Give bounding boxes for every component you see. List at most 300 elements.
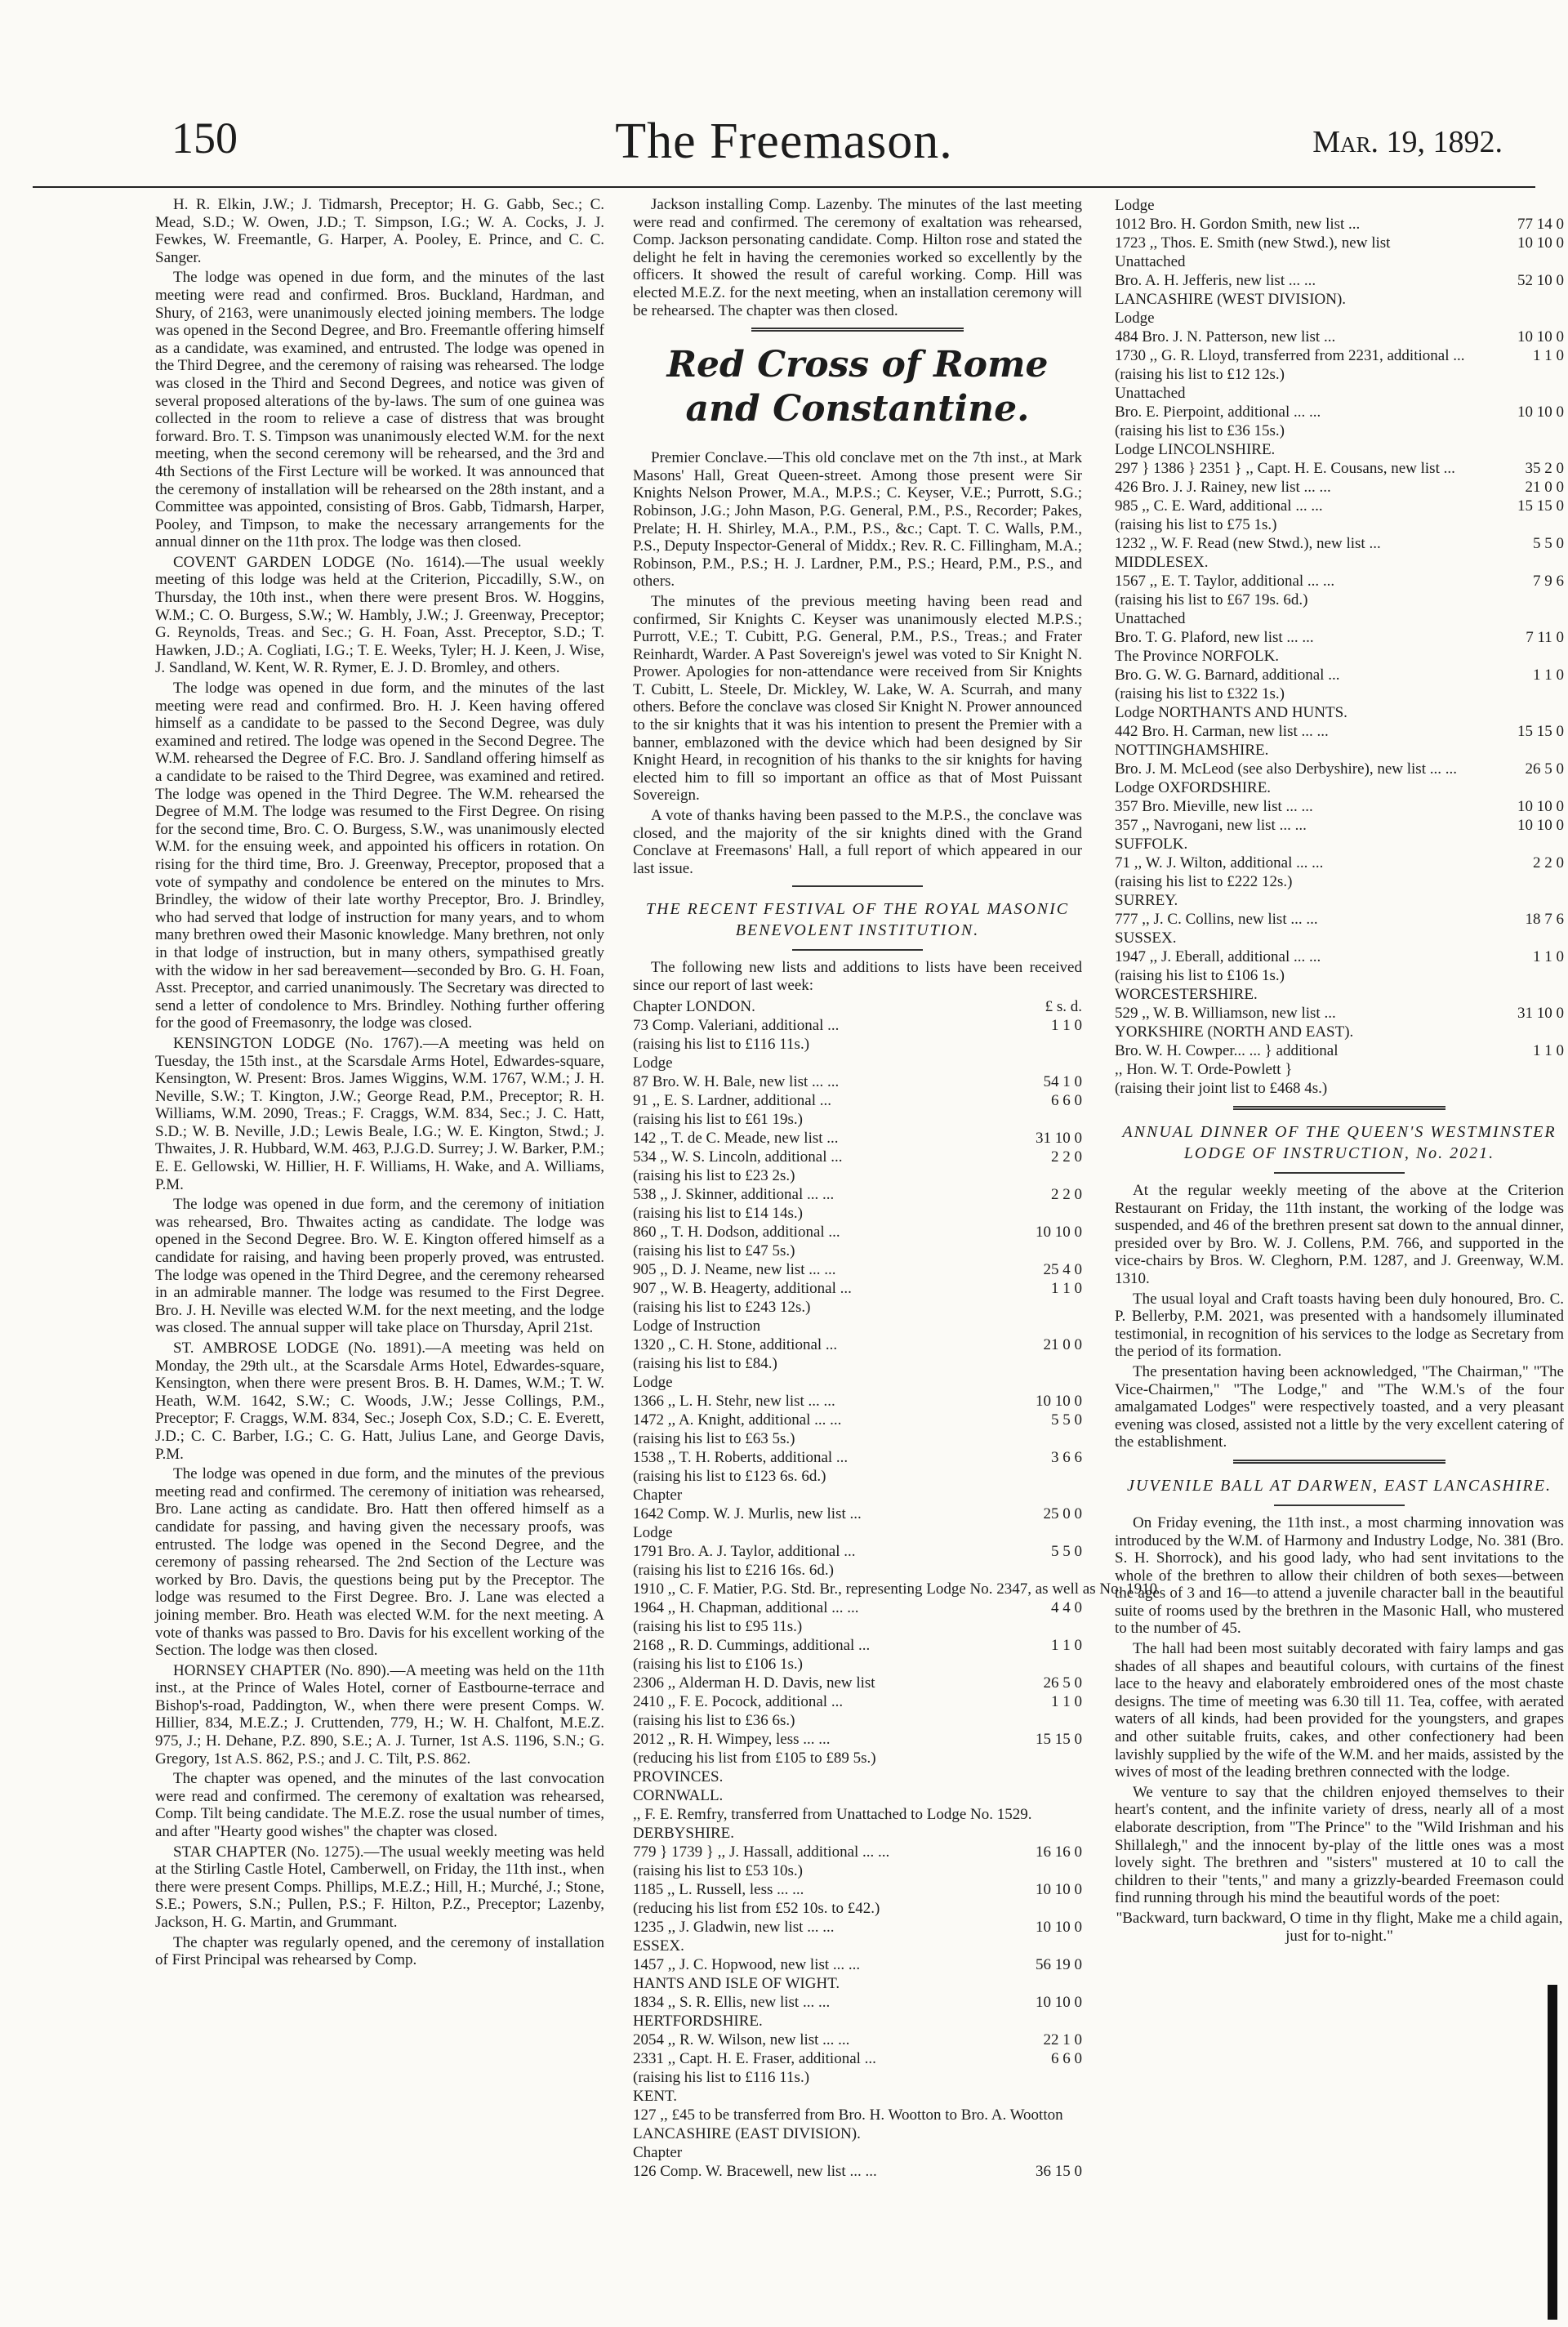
list-entry-amount: 21 0 0 (1043, 1335, 1082, 1353)
list-entry (633, 1861, 1082, 1880)
list-entry-text: KENT. (633, 2087, 677, 2105)
list-entry (1115, 309, 1564, 328)
list-entry-amount: 25 4 0 (1043, 1260, 1082, 1278)
list-entry-amount: 31 10 0 (1036, 1129, 1082, 1147)
list-entry (1115, 1041, 1564, 1060)
list-entry-amount: 7 9 6 (1533, 573, 1564, 590)
list-entry-text: (raising his list to £47 5s.) (633, 1242, 795, 1259)
list-entry-text: Bro. G. W. G. Barnard, additional ... (1115, 666, 1340, 684)
list-entry-text: YORKSHIRE (NORTH AND EAST). (1115, 1023, 1354, 1041)
list-entry (1115, 778, 1564, 797)
list-entry (1115, 816, 1564, 835)
list-entry (633, 1317, 1082, 1335)
list-entry (1115, 515, 1564, 534)
list-entry (633, 1185, 1082, 1204)
list-entry (1115, 910, 1564, 929)
list-entry-text: 426 Bro. J. J. Rainey, new list ... ... (1115, 479, 1331, 496)
list-entry-text: Chapter LONDON. (633, 997, 755, 1015)
list-entry-text: Bro. J. M. McLeod (see also Derbyshire), new list ... ... (1115, 760, 1457, 778)
list-entry-amount: 1 1 0 (1051, 1279, 1082, 1297)
list-entry (633, 1072, 1082, 1091)
list-entry-text: LANCASHIRE (EAST DIVISION). (633, 2124, 861, 2142)
list-entry-text: 357 ,, Navrogani, new list ... ... (1115, 817, 1307, 834)
list-entry-text: 126 Comp. W. Bracewell, new list ... ... (633, 2162, 877, 2180)
list-entry-amount: 36 15 0 (1036, 2162, 1082, 2180)
list-entry-amount: 1 1 0 (1533, 347, 1564, 364)
list-entry (633, 1129, 1082, 1148)
list-entry-amount: 1 1 0 (1051, 1692, 1082, 1710)
list-entry-text: Bro. A. H. Jefferis, new list ... ... (1115, 272, 1316, 289)
list-entry-text: The Province NORFOLK. (1115, 648, 1280, 665)
subscription-list-col3 (1115, 196, 1564, 1098)
list-entry (633, 1768, 1082, 1786)
list-entry-amount: 54 1 0 (1043, 1072, 1082, 1090)
paragraph: COVENT GARDEN LODGE (No. 1614).—The usual weekly meeting of this lodge was held at the Criterion, Piccadilly, S.W., on Thursday, the 10th inst., when there were present Bros. W. Hoggins, W.M.; C. O. Burgess, S.W.; W. Hambly, J.W.; J. Greenway, Preceptor; G. Reynolds, Treas. and Sec.; G. H. Foan, Asst. Preceptor, S.D.; T. Hawken, J.D.; A. Cogliati, I.G.; T. E. Weeks, Tyler; H. J. Keen, J. Wise, J. Sandland, W. Kent, W. R. Rymer, E. J. D. Bromley, and others. (155, 553, 604, 677)
list-entry-text: 71 ,, W. J. Wilton, additional ... ... (1115, 854, 1324, 872)
list-entry-text: (raising his list to £216 16s. 6d.) (633, 1561, 834, 1579)
column-1 (155, 196, 604, 1972)
list-entry-amount: 1 1 0 (1533, 1042, 1564, 1059)
list-entry (1115, 421, 1564, 440)
list-entry-text: 142 ,, T. de C. Meade, new list ... (633, 1129, 839, 1147)
list-entry (1115, 985, 1564, 1004)
list-entry (633, 2106, 1082, 2124)
list-entry-text: (reducing his list from £52 10s. to £42.) (633, 1899, 880, 1917)
list-entry-text: 905 ,, D. J. Neame, new list ... ... (633, 1260, 836, 1278)
paragraph: Jackson installing Comp. Lazenby. The minutes of the last meeting were read and confirmed. The ceremony of exaltation was rehearsed, Comp. Jackson personating candidate. Comp. Hilton rose and stated the delight he felt in having the ceremonies worked so excellently by the officers. It showed the result of careful working. Comp. Hill was elected M.E.Z. for the next meeting, when an installation ceremony will be rehearsed. The chapter was then closed. (633, 196, 1082, 319)
list-entry (1115, 346, 1564, 365)
list-entry (1115, 797, 1564, 816)
list-entry-text: 907 ,, W. B. Heagerty, additional ... (633, 1279, 852, 1297)
list-entry-text: (raising his list to £106 1s.) (633, 1655, 803, 1673)
list-entry (1115, 384, 1564, 403)
list-entry (633, 1505, 1082, 1523)
list-entry-text: Unattached (1115, 610, 1186, 627)
list-entry-text: 534 ,, W. S. Lincoln, additional ... (633, 1148, 843, 1166)
list-entry-text: (raising his list to £123 6s. 6d.) (633, 1467, 826, 1485)
list-entry-text: 1232 ,, W. F. Read (new Stwd.), new list ... (1115, 535, 1381, 552)
list-entry-amount: 2 2 0 (1533, 854, 1564, 872)
list-entry-amount: 1 1 0 (1533, 666, 1564, 684)
paragraph: The presentation having been acknowledged, "The Chairman," "The Vice-Chairmen," "The Lodge," and "The W.M.'s of the four amalgamated Lodges" were respectively toasted, and a very pleasant evening was closed, assisted not a little by the very excellent catering of the establishment. (1115, 1362, 1564, 1451)
list-entry-text: (raising his list to £23 2s.) (633, 1166, 795, 1184)
list-entry-amount: 10 10 0 (1517, 817, 1564, 834)
list-entry (633, 1692, 1082, 1711)
list-entry (1115, 1060, 1564, 1079)
list-entry-text: (raising his list to £75 1s.) (1115, 516, 1277, 533)
list-entry-text: 2306 ,, Alderman H. D. Davis, new list (633, 1674, 875, 1692)
list-entry (1115, 628, 1564, 647)
section-rule (1233, 1460, 1446, 1464)
list-entry (633, 1204, 1082, 1223)
list-entry-text: 442 Bro. H. Carman, new list ... ... (1115, 723, 1329, 740)
list-entry (1115, 271, 1564, 290)
list-entry (633, 1242, 1082, 1260)
list-entry-text: (raising his list to £116 11s.) (633, 1035, 810, 1053)
list-entry (1115, 403, 1564, 421)
list-entry (633, 1091, 1082, 1110)
list-entry (1115, 497, 1564, 515)
list-entry (633, 1016, 1082, 1035)
list-entry (633, 1880, 1082, 1899)
list-entry (1115, 234, 1564, 252)
list-entry (1115, 1079, 1564, 1098)
list-entry (1115, 609, 1564, 628)
list-entry-text: 860 ,, T. H. Dodson, additional ... (633, 1223, 840, 1241)
list-entry (1115, 760, 1564, 778)
list-entry-amount: 5 5 0 (1051, 1411, 1082, 1429)
list-entry-amount: 5 5 0 (1533, 535, 1564, 552)
page-header (33, 113, 1535, 188)
list-entry-text: 73 Comp. Valeriani, additional ... (633, 1016, 840, 1034)
paragraph: KENSINGTON LODGE (No. 1767).—A meeting was held on Tuesday, the 15th inst., at the Scarsdale Arms Hotel, Edwardes-square, Kensington, W. Present: Bros. James Wiggins, W.M. 1767, W.M.; J. H. Neville, S.W.; T. Kington, J.W.; George Read, P.M., Preceptor; R. H. Williams, W.M. 2090, Treas.; F. Craggs, W.M. 834, Sec.; J. C. Hatt, S.D.; W. B. Neville, J.D.; Lewis Beale, I.G.; W. E. Kington, Stwd.; J. Thwaites, J. R. Hubbard, W.M. 463, P.J.G.D. Surrey; J. W. Barker, P.M.; E. E. Gellowski, W. Hillier, H. F. Williams, H. Wake, and A. Williams, P.M. (155, 1034, 604, 1193)
poem-quote: "Backward, turn backward, O time in thy flight, Make me a child again, just for to-night." (1116, 1909, 1563, 1945)
page-number: 150 (172, 114, 238, 163)
section-rule (792, 885, 923, 887)
list-entry-text: ,, F. E. Remfry, transferred from Unattached to Lodge No. 1529. (633, 1805, 1032, 1823)
list-entry-amount: 15 15 0 (1517, 723, 1564, 740)
list-entry (633, 1054, 1082, 1072)
list-entry-text: Bro. T. G. Plaford, new list ... ... (1115, 629, 1314, 646)
list-entry-text: 1791 Bro. A. J. Taylor, additional ... (633, 1542, 856, 1560)
list-entry (1115, 872, 1564, 891)
list-entry-amount: 31 10 0 (1517, 1005, 1564, 1022)
list-entry-text: HERTFORDSHIRE. (633, 2012, 763, 2030)
list-entry-text: (raising his list to £67 19s. 6d.) (1115, 591, 1308, 608)
list-entry-text: NOTTINGHAMSHIRE. (1115, 742, 1269, 759)
list-entry-text: 2410 ,, F. E. Pocock, additional ... (633, 1692, 844, 1710)
list-entry-text: 1366 ,, L. H. Stehr, new list ... ... (633, 1392, 835, 1410)
list-entry-text: (reducing his list from £105 to £89 5s.) (633, 1749, 876, 1767)
list-entry (1115, 929, 1564, 947)
list-entry-amount: £ s. d. (1045, 997, 1082, 1015)
paragraph: The lodge was opened in due form, and the minutes of the last meeting were read and confirmed. Bros. Buckland, Hardman, and Shury, of 2163, were unanimously elected joining members. The lodge was opened in the Second Degree, and Bro. Freemantle offering himself as a candidate, was examined, and entrusted. The lodge was opened in the Third Degree, and the ceremony of raising was rehearsed. The lodge was closed in the Third and Second Degrees, and notice was given of several proposed alterations of the by-laws. The sum of one guinea was collected in the room to relieve a case of distress that was brought forward. Bro. T. S. Timpson was unanimously elected W.M. for the next meeting, when the second ceremony will be rehearsed, and the 3rd and 4th Sections of the First Lecture will be worked. It was announced that the ceremony of installation will be rehearsed on the 28th instant, and a Committee was appointed, consisting of Bros. Gabb, Tidmarsh, Harper, Pooley, and Timpson, to make the necessary arrangements for the annual dinner on the 11th prox. The lodge was then closed. (155, 269, 604, 551)
list-entry-amount: 10 10 0 (1036, 1918, 1082, 1936)
list-entry (633, 1373, 1082, 1392)
list-entry (633, 1110, 1082, 1129)
list-entry-text: 1642 Comp. W. J. Murlis, new list ... (633, 1505, 862, 1522)
list-entry-text: Lodge (633, 1373, 673, 1391)
list-entry-text: 1457 ,, J. C. Hopwood, new list ... ... (633, 1955, 861, 1973)
list-entry-amount: 1 1 0 (1051, 1636, 1082, 1654)
list-entry-text: 357 Bro. Mieville, new list ... ... (1115, 798, 1313, 815)
list-entry (1115, 215, 1564, 234)
list-entry-text: 484 Bro. J. N. Patterson, new list ... (1115, 328, 1336, 345)
list-entry-amount: 16 16 0 (1036, 1843, 1082, 1861)
list-entry (1115, 290, 1564, 309)
list-entry (633, 1467, 1082, 1486)
list-entry (1115, 1023, 1564, 1041)
list-entry-text: (raising his list to £61 19s.) (633, 1110, 803, 1128)
list-entry-text: MIDDLESEX. (1115, 554, 1209, 571)
list-entry-text: 1235 ,, J. Gladwin, new list ... ... (633, 1918, 835, 1936)
list-entry-amount: 56 19 0 (1036, 1955, 1082, 1973)
list-entry (633, 1166, 1082, 1185)
list-entry (633, 1580, 1158, 1598)
masthead-title: The Freemason. (615, 114, 953, 169)
dinner-heading: ANNUAL DINNER OF THE QUEEN'S WESTMINSTER LODGE OF INSTRUCTION, No. 2021. (1122, 1123, 1557, 1162)
list-entry-text: Lodge (633, 1523, 673, 1541)
list-entry-text: (raising his list to £63 5s.) (633, 1429, 795, 1447)
list-entry-text: (raising his list to £95 11s.) (633, 1617, 803, 1635)
list-entry (1115, 684, 1564, 703)
list-entry (633, 1392, 1082, 1411)
paragraph: ST. AMBROSE LODGE (No. 1891).—A meeting was held on Monday, the 29th ult., at the Scarsdale Arms Hotel, Edwardes-square, Kensington, when there were present Bros. B. H. Dames, W.M.; T. W. Heath, W.M. 1642, S.W.; C. Woods, J.W.; Jesse Collings, P.M., Preceptor; F. Craggs, W.M. 834, Sec.; Joseph Cox, S.D.; C. E. Everett, J.D.; C. C. Barber, I.G.; C. G. Hatt, Julius Lane, and George Davis, P.M. (155, 1340, 604, 1463)
paragraph: The lodge was opened in due form, and the ceremony of initiation was rehearsed, Bro. Thwaites acting as candidate. The lodge was opened in the Second Degree. Bro. W. E. Kington offered himself as a candidate for raising, and having been properly proved, was entrusted. The lodge was opened in the Third Degree, and the ceremony rehearsed in an admirable manner. The lodge was resumed to the First Degree. Bro. J. H. Neville was elected W.M. for the next meeting, and the lodge was closed. The annual supper will take place on Thursday, April 21st. (155, 1196, 604, 1337)
list-entry-text: 529 ,, W. B. Williamson, new list ... (1115, 1005, 1336, 1022)
list-entry-text: (raising his list to £12 12s.) (1115, 366, 1285, 383)
list-entry (633, 1655, 1082, 1674)
list-entry (1115, 553, 1564, 572)
list-entry (633, 1486, 1082, 1505)
list-entry (633, 2162, 1082, 2181)
list-entry (633, 1411, 1082, 1429)
list-entry-amount: 10 10 0 (1517, 798, 1564, 815)
list-entry-amount: 18 7 6 (1525, 911, 1564, 928)
list-entry-amount: 25 0 0 (1043, 1505, 1082, 1522)
list-entry-amount: 10 10 0 (1036, 1880, 1082, 1898)
list-entry-text: Bro. W. H. Cowper... ... } additional (1115, 1042, 1339, 1059)
list-entry (633, 1730, 1082, 1749)
list-entry-text: 127 ,, £45 to be transferred from Bro. H. Wootton to Bro. A. Wootton (633, 2106, 1063, 2124)
list-entry-text: 1964 ,, H. Chapman, additional ... ... (633, 1598, 859, 1616)
subscription-list-col2 (633, 997, 1158, 2181)
list-entry-text: WORCESTERSHIRE. (1115, 986, 1258, 1003)
list-entry-amount: 6 6 0 (1051, 1091, 1082, 1109)
list-entry (633, 1674, 1082, 1692)
paragraph: The lodge was opened in due form, and the minutes of the last meeting were read and confirmed. Bro. H. J. Keen having offered himself as a candidate to be passed to the Second Degree, was duly examined and retired. The lodge was opened in the Second Degree. The W.M. rehearsed the Degree of F.C. Bro. J. Sandland offering himself as a candidate to be raised to the Third Degree, was examined and retired. The lodge was opened in the Third Degree. The W.M. rehearsed the Degree of M.M. The lodge was resumed to the First Degree. On rising for the second time, Bro. C. O. Burgess, S.W., was unanimously elected W.M. for the ensuing week, and appointed his officers in rotation. On rising for the third time, Bro. J. Greenway, Preceptor, proposed that a vote of sympathy and condolence be entered on the minutes to Mrs. Brindley, the widow of their late worthy Preceptor, Bro. J. Brindley, who had served that lodge of instruction for many years, and to whom many brethren owed their Masonic knowledge. Many brethren, not only in that lodge of instruction, but in many others, sympathised greatly with the widow in her sad bereavement—seconded by Bro. G. H. Foan, Asst. Preceptor, and carried unanimously. The Secretary was directed to send a letter of condolence to Mrs. Brindley. Nothing further offering for the good of Freemasonry, the lodge was closed. (155, 680, 604, 1032)
list-entry (1115, 328, 1564, 346)
list-entry-text: 1185 ,, L. Russell, less ... ... (633, 1880, 804, 1898)
section-rule (751, 328, 964, 332)
list-entry (633, 2143, 1082, 2162)
list-entry-amount: 21 0 0 (1525, 479, 1564, 496)
list-entry-text: 985 ,, C. E. Ward, additional ... ... (1115, 497, 1323, 515)
list-entry-amount: 7 11 0 (1526, 629, 1564, 646)
list-entry (1115, 835, 1564, 854)
list-entry (1115, 440, 1564, 459)
red-cross-heading: Red Cross of Rome and Constantine. (666, 344, 1049, 430)
list-entry-amount: 26 5 0 (1043, 1674, 1082, 1692)
list-entry-amount: 22 1 0 (1043, 2031, 1082, 2048)
paragraph: At the regular weekly meeting of the above at the Criterion Restaurant on Friday, the 11th instant, the working of the lodge was suspended, and 46 of the brethren present sat down to the annual dinner, presided over by Bro. W. J. Collens, P.M. 766, and supported in the vice-chairs by Bros. W. Cleghorn, P.M. 1287, and J. Greenway, W.M. 1310. (1115, 1182, 1564, 1287)
list-entry-text: Lodge (633, 1054, 673, 1072)
list-entry (633, 2087, 1082, 2106)
list-entry-text: (raising their joint list to £468 4s.) (1115, 1080, 1328, 1097)
list-entry-amount: 10 10 0 (1036, 1392, 1082, 1410)
list-entry (633, 1223, 1082, 1242)
list-entry-text: 1730 ,, G. R. Lloyd, transferred from 2231, additional ... (1115, 347, 1465, 364)
list-entry-text: (raising his list to £106 1s.) (1115, 967, 1285, 984)
list-entry-amount: 15 15 0 (1517, 497, 1564, 515)
list-entry (633, 2068, 1082, 2087)
list-entry (633, 1148, 1082, 1166)
list-entry (633, 1260, 1082, 1279)
list-entry-text: Lodge of Instruction (633, 1317, 761, 1335)
paragraph: HORNSEY CHAPTER (No. 890).—A meeting was held on the 11th inst., at the Prince of Wales Hotel, corner of Eastbourne-terrace and Bishop's-road, Paddington, W., when there were present Comps. W. Hillier, 834, M.E.Z.; J. Cruttenden, 779, H.; W. H. Chalfont, M.E.Z. 975, J.; H. Dehane, P.Z. 890, S.E.; A. J. Turner, 1st A.S. 1196, S.N.; G. Gregory, 1st A.S. 862, P.S.; and J. C. Tilt, P.S. 862. (155, 1661, 604, 1768)
list-entry (633, 1805, 1082, 1824)
list-entry (633, 1824, 1082, 1843)
paragraph: H. R. Elkin, J.W.; J. Tidmarsh, Preceptor; H. G. Gabb, Sec.; C. Mead, S.D.; W. Owen, J.D.; T. Simpson, I.G.; W. A. Cocks, J. J. Fewkes, W. Freemantle, G. Harper, A. Pooley, E. Prince, and C. C. Sanger. (155, 196, 604, 266)
paragraph: The following new lists and additions to lists have been received since our report of last week: (633, 959, 1082, 994)
list-entry (1115, 666, 1564, 684)
list-entry-text: SURREY. (1115, 892, 1178, 909)
list-entry-text: 777 ,, J. C. Collins, new list ... ... (1115, 911, 1318, 928)
list-entry (1115, 478, 1564, 497)
list-entry-amount: 4 4 0 (1051, 1598, 1082, 1616)
list-entry-amount: 15 15 0 (1036, 1730, 1082, 1748)
list-entry (1115, 741, 1564, 760)
list-entry (1115, 591, 1564, 609)
list-entry (1115, 966, 1564, 985)
list-entry (1115, 365, 1564, 384)
list-entry-text: Chapter (633, 1486, 683, 1504)
list-entry (1115, 703, 1564, 722)
list-entry (1115, 252, 1564, 271)
paragraph: The chapter was regularly opened, and the ceremony of installation of First Principal was rehearsed by Comp. (155, 1933, 604, 1969)
festival-heading: THE RECENT FESTIVAL OF THE ROYAL MASONIC BENEVOLENT INSTITUTION. (645, 900, 1070, 940)
list-entry (1115, 891, 1564, 910)
list-entry-text: ESSEX. (633, 1937, 684, 1955)
list-entry (633, 1955, 1082, 1974)
list-entry-text: Lodge LINCOLNSHIRE. (1115, 441, 1276, 458)
list-entry-text: DERBYSHIRE. (633, 1824, 735, 1842)
list-entry (1115, 459, 1564, 478)
list-entry-text: 2054 ,, R. W. Wilson, new list ... ... (633, 2031, 850, 2048)
list-entry (633, 1429, 1082, 1448)
list-entry-amount: 10 10 0 (1036, 1223, 1082, 1241)
list-entry-text: HANTS AND ISLE OF WIGHT. (633, 1974, 840, 1992)
list-entry-text: 1834 ,, S. R. Ellis, new list ... ... (633, 1993, 831, 2011)
list-entry-text: Lodge (1115, 310, 1155, 327)
list-entry-text: Unattached (1115, 385, 1186, 402)
list-entry-amount: 77 14 0 (1517, 216, 1564, 233)
list-entry (633, 1918, 1082, 1937)
list-entry-text: Chapter (633, 2143, 683, 2161)
paragraph: The usual loyal and Craft toasts having been duly honoured, Bro. C. P. Bellerby, P.M. 2021, was presented with a handsomely illuminated testimonial, in recognition of his services to the lodge as Secretary from the period of its formation. (1115, 1290, 1564, 1361)
list-entry-text: 1910 ,, C. F. Matier, P.G. Std. Br., representing Lodge No. 2347, as well as No. 1910 (633, 1580, 1158, 1598)
list-entry-text: 87 Bro. W. H. Bale, new list ... ... (633, 1072, 840, 1090)
paragraph: A vote of thanks having been passed to the M.P.S., the conclave was closed, and the majority of the sir knights dined with the Grand Conclave at Freemasons' Hall, a full report of which appeared in our last issue. (633, 807, 1082, 877)
list-entry (633, 1598, 1082, 1617)
list-entry (633, 1448, 1082, 1467)
ball-heading: JUVENILE BALL AT DARWEN, EAST LANCASHIRE. (1127, 1476, 1552, 1495)
list-entry-text: (raising his list to £222 12s.) (1115, 873, 1293, 890)
list-entry (633, 1711, 1082, 1730)
paragraph: STAR CHAPTER (No. 1275).—The usual weekly meeting was held at the Stirling Castle Hotel, Camberwell, on Friday, the 11th inst., when there were present Comps. Phillips, M.E.Z.; Hill, H.; Murché, J.; Stone, S.E.; Powers, S.N.; Pullen, P.S.; F. Hilton, P.Z., Preceptor; Lazenby, Jackson, H. G. Martin, and Grummant. (155, 1843, 604, 1931)
list-entry-text: 1947 ,, J. Eberall, additional ... ... (1115, 948, 1321, 965)
list-entry (633, 2049, 1082, 2068)
list-entry-text: SUSSEX. (1115, 929, 1177, 947)
list-entry-text: (raising his list to £36 6s.) (633, 1711, 795, 1729)
list-entry (633, 1843, 1082, 1861)
paragraph: Premier Conclave.—This old conclave met on the 7th inst., at Mark Masons' Hall, Great Queen-street. Among those present were Sir Knights Nelson Prower, M.A., M.P.S.; C. Keyser, V.E.; Purrott, S.G.; Robinson, J.G.; John Mason, P.G. General, P.M., P.S., Recorder; Pakes, Prelate; H. H. Shirley, M.A., P.M., P.S., &c.; Capt. T. C. Walls, P.M., P.S., Deputy Inspector-General of Middx.; Rev. R. C. Fillingham, M.A.; Robinson, P.M., P.S.; H. J. Lardner, P.M., P.S.; Heard, P.M., P.S., and others. (633, 449, 1082, 591)
list-entry (633, 2012, 1082, 2031)
list-entry-text: (raising his list to £84.) (633, 1354, 777, 1372)
section-rule (792, 949, 923, 951)
list-entry-amount: 2 2 0 (1051, 1148, 1082, 1166)
list-entry (633, 1749, 1082, 1768)
list-entry-text: 2012 ,, R. H. Wimpey, less ... ... (633, 1730, 831, 1748)
list-entry-text: 2331 ,, Capt. H. E. Fraser, additional ... (633, 2049, 876, 2067)
list-entry-text: (raising his list to £14 14s.) (633, 1204, 803, 1222)
list-entry (1115, 722, 1564, 741)
list-entry-text: Bro. E. Pierpoint, additional ... ... (1115, 403, 1321, 421)
section-rule (1233, 1106, 1446, 1110)
list-entry (633, 1617, 1082, 1636)
paragraph: The minutes of the previous meeting having been read and confirmed, Sir Knights C. Keyser was unanimously elected M.P.S.; Purrott, V.E.; T. Cubitt, P.G. General, P.M., P.S., Treas.; and Frater Reinhardt, Warder. A Past Sovereign's jewel was voted to Sir Knight N. Prower. Apologies for non-attendance were received from Sir Knights T. Cubitt, L. Steele, Dr. Mickley, W. Lake, W. A. Scurrah, and many others. Before the conclave was closed Sir Knight N. Prower announced to the sir knights that it was his intention to present the Premier with a banner, emblazoned with the device which had been designed by Sir Knight Heard, in recognition of his thanks to the sir knights for having elected him to fill so important an office as that of Most Puissant Sovereign. (633, 592, 1082, 805)
paragraph: On Friday evening, the 11th inst., a most charming innovation was introduced by the W.M. of Harmony and Industry Lodge, No. 381 (Bro. S. H. Shorrock), and his good lady, who had sent invitations to the whole of the brethren to allow their children of both sexes—between the ages of 3 and 16—to attend a juvenile character ball in the beautiful suite of rooms used by the brethren in the Masonic Hall, who mustered to the number of 45. (1115, 1513, 1564, 1638)
list-entry-amount: 10 10 0 (1517, 328, 1564, 345)
section-rule (1274, 1505, 1405, 1506)
list-entry-amount: 35 2 0 (1525, 460, 1564, 477)
list-entry-text: 1320 ,, C. H. Stone, additional ... (633, 1335, 838, 1353)
list-entry (633, 1636, 1082, 1655)
list-entry-text: (raising his list to £36 15s.) (1115, 422, 1285, 439)
list-entry-text: PROVINCES. (633, 1768, 724, 1785)
list-entry-amount: 26 5 0 (1525, 760, 1564, 778)
list-entry (633, 1786, 1082, 1805)
list-entry (1115, 854, 1564, 872)
list-entry (633, 1298, 1082, 1317)
list-entry-amount: 3 6 6 (1051, 1448, 1082, 1466)
list-entry-amount: 1 1 0 (1533, 948, 1564, 965)
list-entry-text: 538 ,, J. Skinner, additional ... ... (633, 1185, 835, 1203)
list-entry-amount: 5 5 0 (1051, 1542, 1082, 1560)
list-entry-text: 1472 ,, A. Knight, additional ... ... (633, 1411, 842, 1429)
list-entry (633, 2124, 1082, 2143)
page-edge-bar (1548, 1985, 1557, 2320)
list-entry (633, 1354, 1082, 1373)
list-entry-text: Lodge OXFORDSHIRE. (1115, 779, 1272, 796)
list-entry (1115, 647, 1564, 666)
list-entry (1115, 534, 1564, 553)
paragraph: We venture to say that the children enjoyed themselves to their heart's content, and the infinite variety of dress, nearly all of a most elaborate description, from "The Prince" to the "Wild Irishman and his Shillalegh," and the innocent by-play of the little ones was a most lovely sight. The brethren and "sisters" mustered at 10 to call the children to their "tents," and many a grizzly-bearded Freemason could find running through his mind the beautiful words of the poet: (1115, 1783, 1564, 1907)
list-entry-text: 779 } 1739 } ,, J. Hassall, additional ... ... (633, 1843, 890, 1861)
list-entry-text: 1567 ,, E. T. Taylor, additional ... ... (1115, 573, 1335, 590)
list-entry-amount: 10 10 0 (1036, 1993, 1082, 2011)
list-entry-text: 1538 ,, T. H. Roberts, additional ... (633, 1448, 849, 1466)
list-entry-text: 2168 ,, R. D. Cummings, additional ... (633, 1636, 871, 1654)
list-entry-text: SUFFOLK. (1115, 836, 1188, 853)
list-entry (633, 1561, 1082, 1580)
list-entry-amount: 2 2 0 (1051, 1185, 1082, 1203)
list-entry-amount: 6 6 0 (1051, 2049, 1082, 2067)
list-entry-text: LANCASHIRE (WEST DIVISION). (1115, 291, 1347, 308)
list-entry-text: 1012 Bro. H. Gordon Smith, new list ... (1115, 216, 1361, 233)
issue-date: Mar. 19, 1892. (1312, 125, 1503, 159)
section-rule (1274, 1172, 1405, 1174)
list-entry (1115, 196, 1564, 215)
list-entry-text: 91 ,, E. S. Lardner, additional ... (633, 1091, 832, 1109)
list-entry (633, 1937, 1082, 1955)
paragraph: The chapter was opened, and the minutes of the last convocation were read and confirmed. The ceremony of exaltation was rehearsed, Comp. Tilt being candidate. The M.E.Z. rose the usual number of times, and after "Hearty good wishes" the chapter was closed. (155, 1770, 604, 1841)
list-entry (633, 1899, 1082, 1918)
list-entry (633, 997, 1082, 1016)
list-entry-text: (raising his list to £116 11s.) (633, 2068, 810, 2086)
list-entry (633, 1523, 1082, 1542)
list-entry-amount: 52 10 0 (1517, 272, 1564, 289)
list-entry-text: ,, Hon. W. T. Orde-Powlett } (1115, 1061, 1293, 1078)
list-entry-text: 1723 ,, Thos. E. Smith (new Stwd.), new list (1115, 234, 1391, 252)
list-entry (633, 1974, 1082, 1993)
paragraph: The hall had been most suitably decorated with fairy lamps and gas shades of all shapes and beautiful colours, with curtains of the finest lace to the heavy and elaborately embroidered ones of the most chaste designs. The time of meeting was 6.30 till 11. Tea, coffee, with aerated waters of all kinds, had been provided for the youngsters, and grapes and other suitable fruits, cakes, and other confectionery had been lavishly supplied by the wife of the W.M. and her maids, assisted by the wives of most of the leading brethren connected with the lodge. (1115, 1640, 1564, 1781)
list-entry-amount: 10 10 0 (1517, 234, 1564, 252)
list-entry (1115, 947, 1564, 966)
list-entry (633, 1542, 1082, 1561)
paragraph: The lodge was opened in due form, and the minutes of the previous meeting read and confirmed. The ceremony of initiation was rehearsed, Bro. Lane acting as candidate. Bro. Hatt then offered himself as a candidate for passing, and having given the necessary proofs, was entrusted. The lodge was opened in the Second Degree, and the ceremony of passing rehearsed. The 2nd Section of the Lecture was worked by Bro. Davis, the questions being put by the Preceptor. The lodge was resumed to the First Degree. Bro. J. Lane was elected a joining member. Bro. Heath was elected W.M. for the next meeting. A vote of thanks was passed to Bro. Davis for his excellent working of the Section. The lodge was then closed. (155, 1465, 604, 1660)
list-entry-amount: 10 10 0 (1517, 403, 1564, 421)
